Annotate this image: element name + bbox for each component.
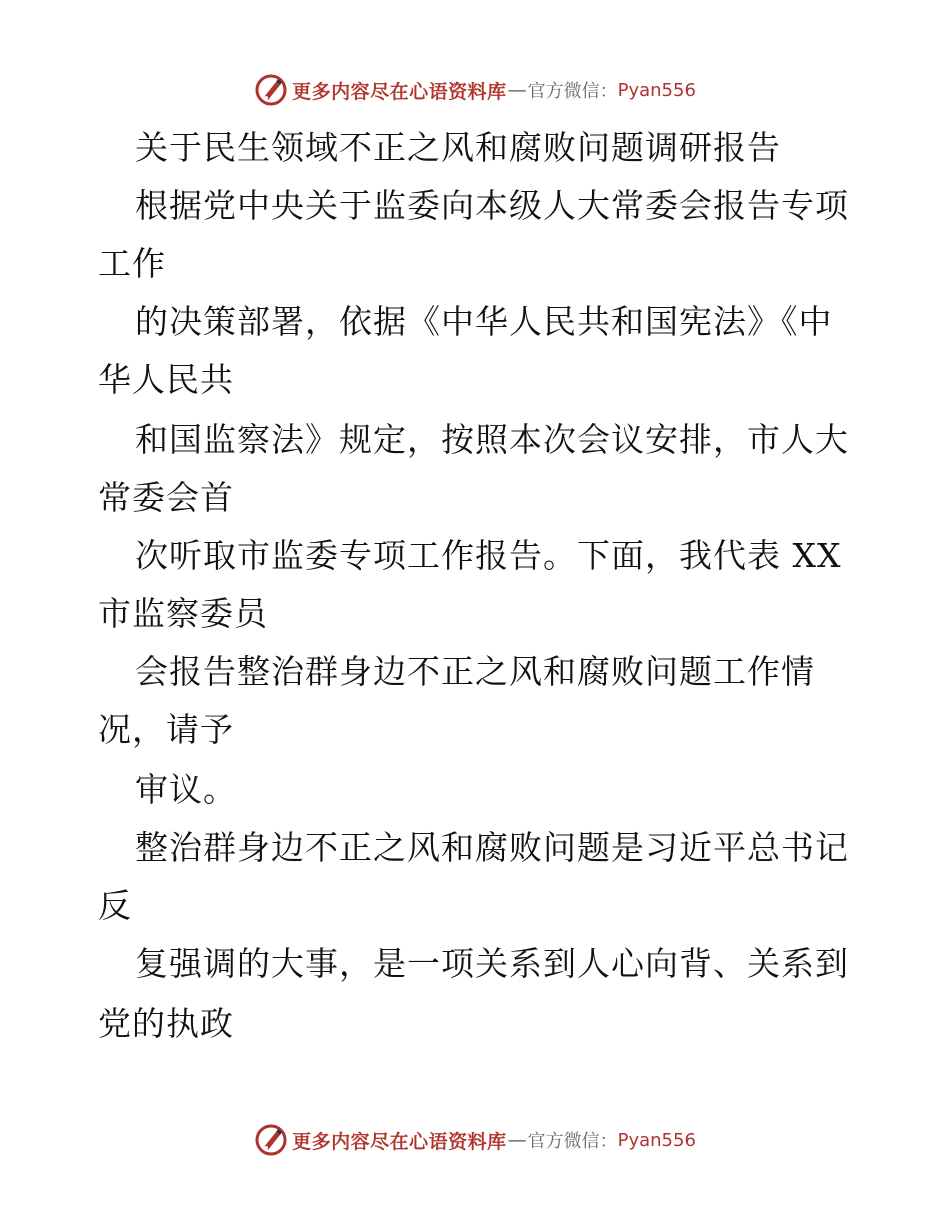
text-line: 的决策部署，依据《中华人民共和国宪法》《中 bbox=[135, 302, 833, 341]
footer-dash: — bbox=[507, 1129, 527, 1151]
text-line: 反 bbox=[98, 886, 132, 925]
pen-seal-icon bbox=[254, 1123, 288, 1157]
footer-site-name: 更多内容尽在心语资料库 bbox=[292, 1130, 507, 1153]
text-line: 会报告整治群身边不正之风和腐败问题工作情 bbox=[135, 652, 815, 691]
text-line: 工作 bbox=[98, 244, 166, 283]
text-line: 常委会首 bbox=[98, 478, 234, 517]
text-line: 次听取市监委专项工作报告。下面，我代表 XX bbox=[135, 536, 842, 575]
header-site-name: 更多内容尽在心语资料库 bbox=[292, 80, 507, 103]
document-title: 关于民生领域不正之风和腐败问题调研报告 bbox=[135, 128, 781, 167]
text-line: 审议。 bbox=[135, 770, 237, 809]
footer-wechat-id: Pyan556 bbox=[617, 1129, 696, 1151]
text-line: 整治群身边不正之风和腐败问题是习近平总书记 bbox=[135, 828, 849, 867]
text-line: 华人民共 bbox=[98, 360, 234, 399]
text-line: 市监察委员 bbox=[98, 594, 268, 633]
header-banner bbox=[0, 70, 950, 110]
header-wechat-id: Pyan556 bbox=[617, 79, 696, 101]
text-line: 复强调的大事，是一项关系到人心向背、关系到 bbox=[135, 944, 849, 983]
text-line: 党的执政 bbox=[98, 1004, 234, 1043]
pen-seal-icon bbox=[254, 73, 288, 107]
text-line: 根据党中央关于监委向本级人大常委会报告专项 bbox=[135, 186, 849, 225]
text-line: 和国监察法》规定，按照本次会议安排，市人大 bbox=[135, 420, 849, 459]
header-wechat-label: 官方微信： bbox=[527, 81, 618, 102]
footer-banner bbox=[0, 1120, 950, 1160]
text-line: 况，请予 bbox=[98, 710, 234, 749]
footer-wechat-label: 官方微信： bbox=[527, 1131, 618, 1152]
header-dash: — bbox=[507, 79, 527, 101]
